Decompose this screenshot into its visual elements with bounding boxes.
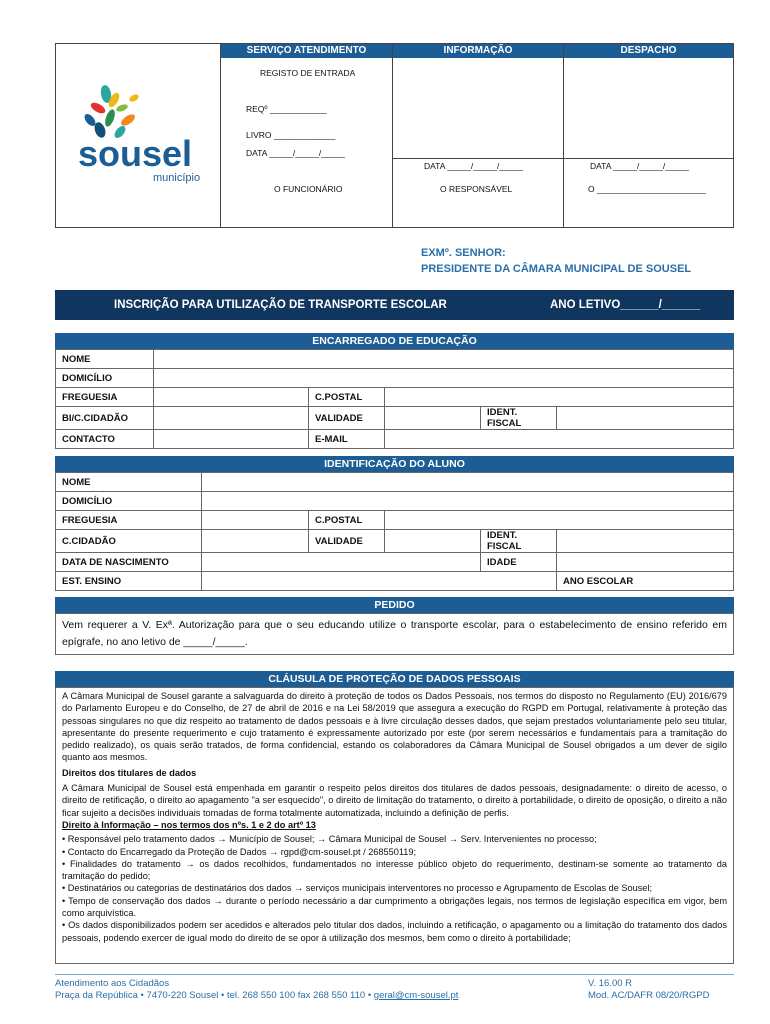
info-bullet-6: • Os dados disponibilizados podem ser acedidos e alterados pelo titular dos dados, incluindo a retificação, o apagamento ou a limitação do tratamento dos dados pessoais, podendo exercer de igual modo do direito de se opor à utilização dos mesmos, bem como o direito à portabilidade; xyxy=(62,920,727,943)
footer-model: Mod. AC/DAFR 08/20/RGPD xyxy=(588,990,710,1001)
footer-line-2 xyxy=(55,990,458,1001)
footer-rule xyxy=(55,974,734,975)
aluno-ccidadao-label: C.CIDADÃO xyxy=(56,530,202,553)
encarregado-contacto-input[interactable] xyxy=(154,430,309,449)
encarregado-nome-label: NOME xyxy=(56,350,154,369)
o-line-field: O _______________________ xyxy=(588,184,706,194)
encarregado-heading: ENCARREGADO DE EDUCAÇÃO xyxy=(55,333,734,349)
encarregado-email-label: E-MAIL xyxy=(309,430,385,449)
encarregado-cpostal-input[interactable] xyxy=(385,388,734,407)
aluno-idade-input[interactable] xyxy=(557,553,734,572)
aluno-ensino-input[interactable] xyxy=(202,572,557,591)
data-field-3: DATA _____/_____/_____ xyxy=(590,161,689,171)
info-bullet-4: • Destinatários ou categorias de destinatários dos dados → serviços municipais interventores no processo e Agrupamento de Escolas de Sousel; xyxy=(62,883,653,894)
encarregado-domicilio-label: DOMICÍLIO xyxy=(56,369,154,388)
aluno-freguesia-label: FREGUESIA xyxy=(56,511,202,530)
school-year-field: ANO LETIVO______/______ xyxy=(550,299,701,311)
funcionario-label: O FUNCIONÁRIO xyxy=(274,184,343,194)
clausula-paragraph-1: A Câmara Municipal de Sousel garante a salvaguarda do direito à proteção de todos os Dados Pessoais, nos termos do disposto no Regulamento (EU) 2016/679 do Parlamento Europeu e do Conselho, de 27 de abril de 2016 e na Lei 58/2019 que assegura a execução do RGPD em Portugal, relativamente à proteção das pessoas singulares no que diz respeito ao tratamento de dados pessoais e à livre circulação desses dados, que sejam prestados voluntariamente pelo seu titular, apresentante do presente requerimento e cujo tratamento é expressamente autorizado por este (por serem necessários e fundamentais para a tramitação do pedido realizado), os quais serão tratados, de forma confidencial, estando os colaboradores da Câmara Municipal de Sousel obrigados a um dever de sigilo quanto aos mesmos. xyxy=(62,691,727,763)
aluno-validade-input[interactable] xyxy=(385,530,481,553)
aluno-nome-input[interactable] xyxy=(202,473,734,492)
logo-subtitle: município xyxy=(153,172,201,184)
footer-address: Praça da República • 7470-220 Sousel • tel. 268 550 100 fax 268 550 110 • xyxy=(55,990,374,1001)
aluno-nascimento-input[interactable] xyxy=(202,553,481,572)
encarregado-cpostal-label: C.POSTAL xyxy=(309,388,385,407)
addressee-line-1: EXMº. SENHOR: xyxy=(421,247,506,259)
aluno-idade-label: IDADE xyxy=(481,553,557,572)
form-title: INSCRIÇÃO PARA UTILIZAÇÃO DE TRANSPORTE ESCOLAR xyxy=(114,299,447,311)
aluno-ccidadao-input[interactable] xyxy=(202,530,309,553)
aluno-ano-escolar-label: ANO ESCOLAR xyxy=(557,572,734,591)
info-title: Direito à Informação – nos termos dos nºs. 1 e 2 do artº 13 xyxy=(62,819,316,830)
encarregado-table xyxy=(55,349,734,449)
clausula-box xyxy=(55,687,734,964)
aluno-validade-label: VALIDADE xyxy=(309,530,385,553)
aluno-nascimento-label: DATA DE NASCIMENTO xyxy=(56,553,202,572)
registry-divider-2 xyxy=(392,43,393,228)
aluno-fiscal-input[interactable] xyxy=(557,530,734,553)
clausula-paragraph-2: A Câmara Municipal de Sousel está empenhada em garantir o respeito pelos direitos dos titulares de dados pessoais, designadamente: o direito de acesso, o direito de retificação, o direito ao apagamento "a ser esquecido", o direito de limitação do tratamento, o direito à portabilidade, o direito de oposição, o direito a não ficar sujeito a decisões individuais tomadas de forma totalmente automatizada, incluindo a definição de perfis. xyxy=(62,783,727,818)
col-despacho-title: DESPACHO xyxy=(564,44,733,58)
registry-divider-3 xyxy=(563,43,564,228)
info-bullet-5: • Tempo de conservação dos dados → durante o período necessário a dar cumprimento a obrigações legais, nos termos de legislação específica em vigor, bem como arquivística. xyxy=(62,895,727,919)
aluno-domicilio-label: DOMICÍLIO xyxy=(56,492,202,511)
col-servico-title: SERVIÇO ATENDIMENTO xyxy=(221,44,392,58)
aluno-freguesia-input[interactable] xyxy=(202,511,309,530)
responsavel-label: O RESPONSÁVEL xyxy=(440,184,513,194)
encarregado-contacto-label: CONTACTO xyxy=(56,430,154,449)
encarregado-validade-label: VALIDADE xyxy=(309,407,385,430)
aluno-fiscal-label: IDENT. FISCAL xyxy=(481,530,557,553)
direitos-title: Direitos dos titulares de dados xyxy=(62,767,197,778)
aluno-nome-label: NOME xyxy=(56,473,202,492)
addressee-line-2: PRESIDENTE DA CÂMARA MUNICIPAL DE SOUSEL xyxy=(421,263,692,275)
encarregado-freguesia-label: FREGUESIA xyxy=(56,388,154,407)
footer-version: V. 16.00 R xyxy=(588,978,633,989)
registry-divider-1 xyxy=(220,43,221,228)
pedido-box xyxy=(55,613,734,655)
aluno-cpostal-input[interactable] xyxy=(385,511,734,530)
logo-wordmark: sousel xyxy=(78,133,193,174)
encarregado-validade-input[interactable] xyxy=(385,407,481,430)
encarregado-email-input[interactable] xyxy=(385,430,734,449)
pedido-text: Vem requerer a V. Exª. Autorização para que o seu educando utilize o transporte escolar, para o estabelecimento de ensino referido em epígrafe, no ano letivo de _____/_____. xyxy=(62,619,727,648)
registo-entrada-label: REGISTO DE ENTRADA xyxy=(260,68,356,78)
info-bullet-1: • Responsável pelo tratamento dados → Município de Sousel; → Câmara Municipal de Sousel → Serv. Intervenientes no processo; xyxy=(62,834,597,845)
encarregado-domicilio-input[interactable] xyxy=(154,369,734,388)
aluno-domicilio-input[interactable] xyxy=(202,492,734,511)
encarregado-bi-input[interactable] xyxy=(154,407,309,430)
info-bullet-3: • Finalidades do tratamento → os dados recolhidos, fundamentados no interesse público objeto do requerimento, destinam-se somente ao tratamento da tramitação do pedido; xyxy=(62,858,727,882)
clausula-heading: CLÁUSULA DE PROTEÇÃO DE DADOS PESSOAIS xyxy=(55,671,734,687)
aluno-heading: IDENTIFICAÇÃO DO ALUNO xyxy=(55,456,734,472)
pedido-heading: PEDIDO xyxy=(55,597,734,613)
registry-hline xyxy=(392,158,734,159)
encarregado-nome-input[interactable] xyxy=(154,350,734,369)
data-field-2: DATA _____/_____/_____ xyxy=(424,161,523,171)
req-field: REQº ____________ xyxy=(246,104,327,114)
footer-email-link[interactable]: geral@cm-sousel.pt xyxy=(373,990,459,1001)
aluno-ensino-label: EST. ENSINO xyxy=(56,572,202,591)
data-field-1: DATA _____/_____/_____ xyxy=(246,148,345,158)
encarregado-fiscal-label: IDENT. FISCAL xyxy=(481,407,557,430)
encarregado-freguesia-input[interactable] xyxy=(154,388,309,407)
aluno-table xyxy=(55,472,734,591)
col-informacao-title: INFORMAÇÃO xyxy=(393,44,563,58)
encarregado-fiscal-input[interactable] xyxy=(557,407,734,430)
aluno-cpostal-label: C.POSTAL xyxy=(309,511,385,530)
livro-field: LIVRO _____________ xyxy=(246,130,336,140)
info-bullet-2: • Contacto do Encarregado da Proteção de Dados → rgpd@cm-sousel.pt / 268550119; xyxy=(62,846,417,857)
footer-line-1: Atendimento aos Cidadãos xyxy=(55,978,170,989)
encarregado-bi-label: BI/C.CIDADÃO xyxy=(56,407,154,430)
